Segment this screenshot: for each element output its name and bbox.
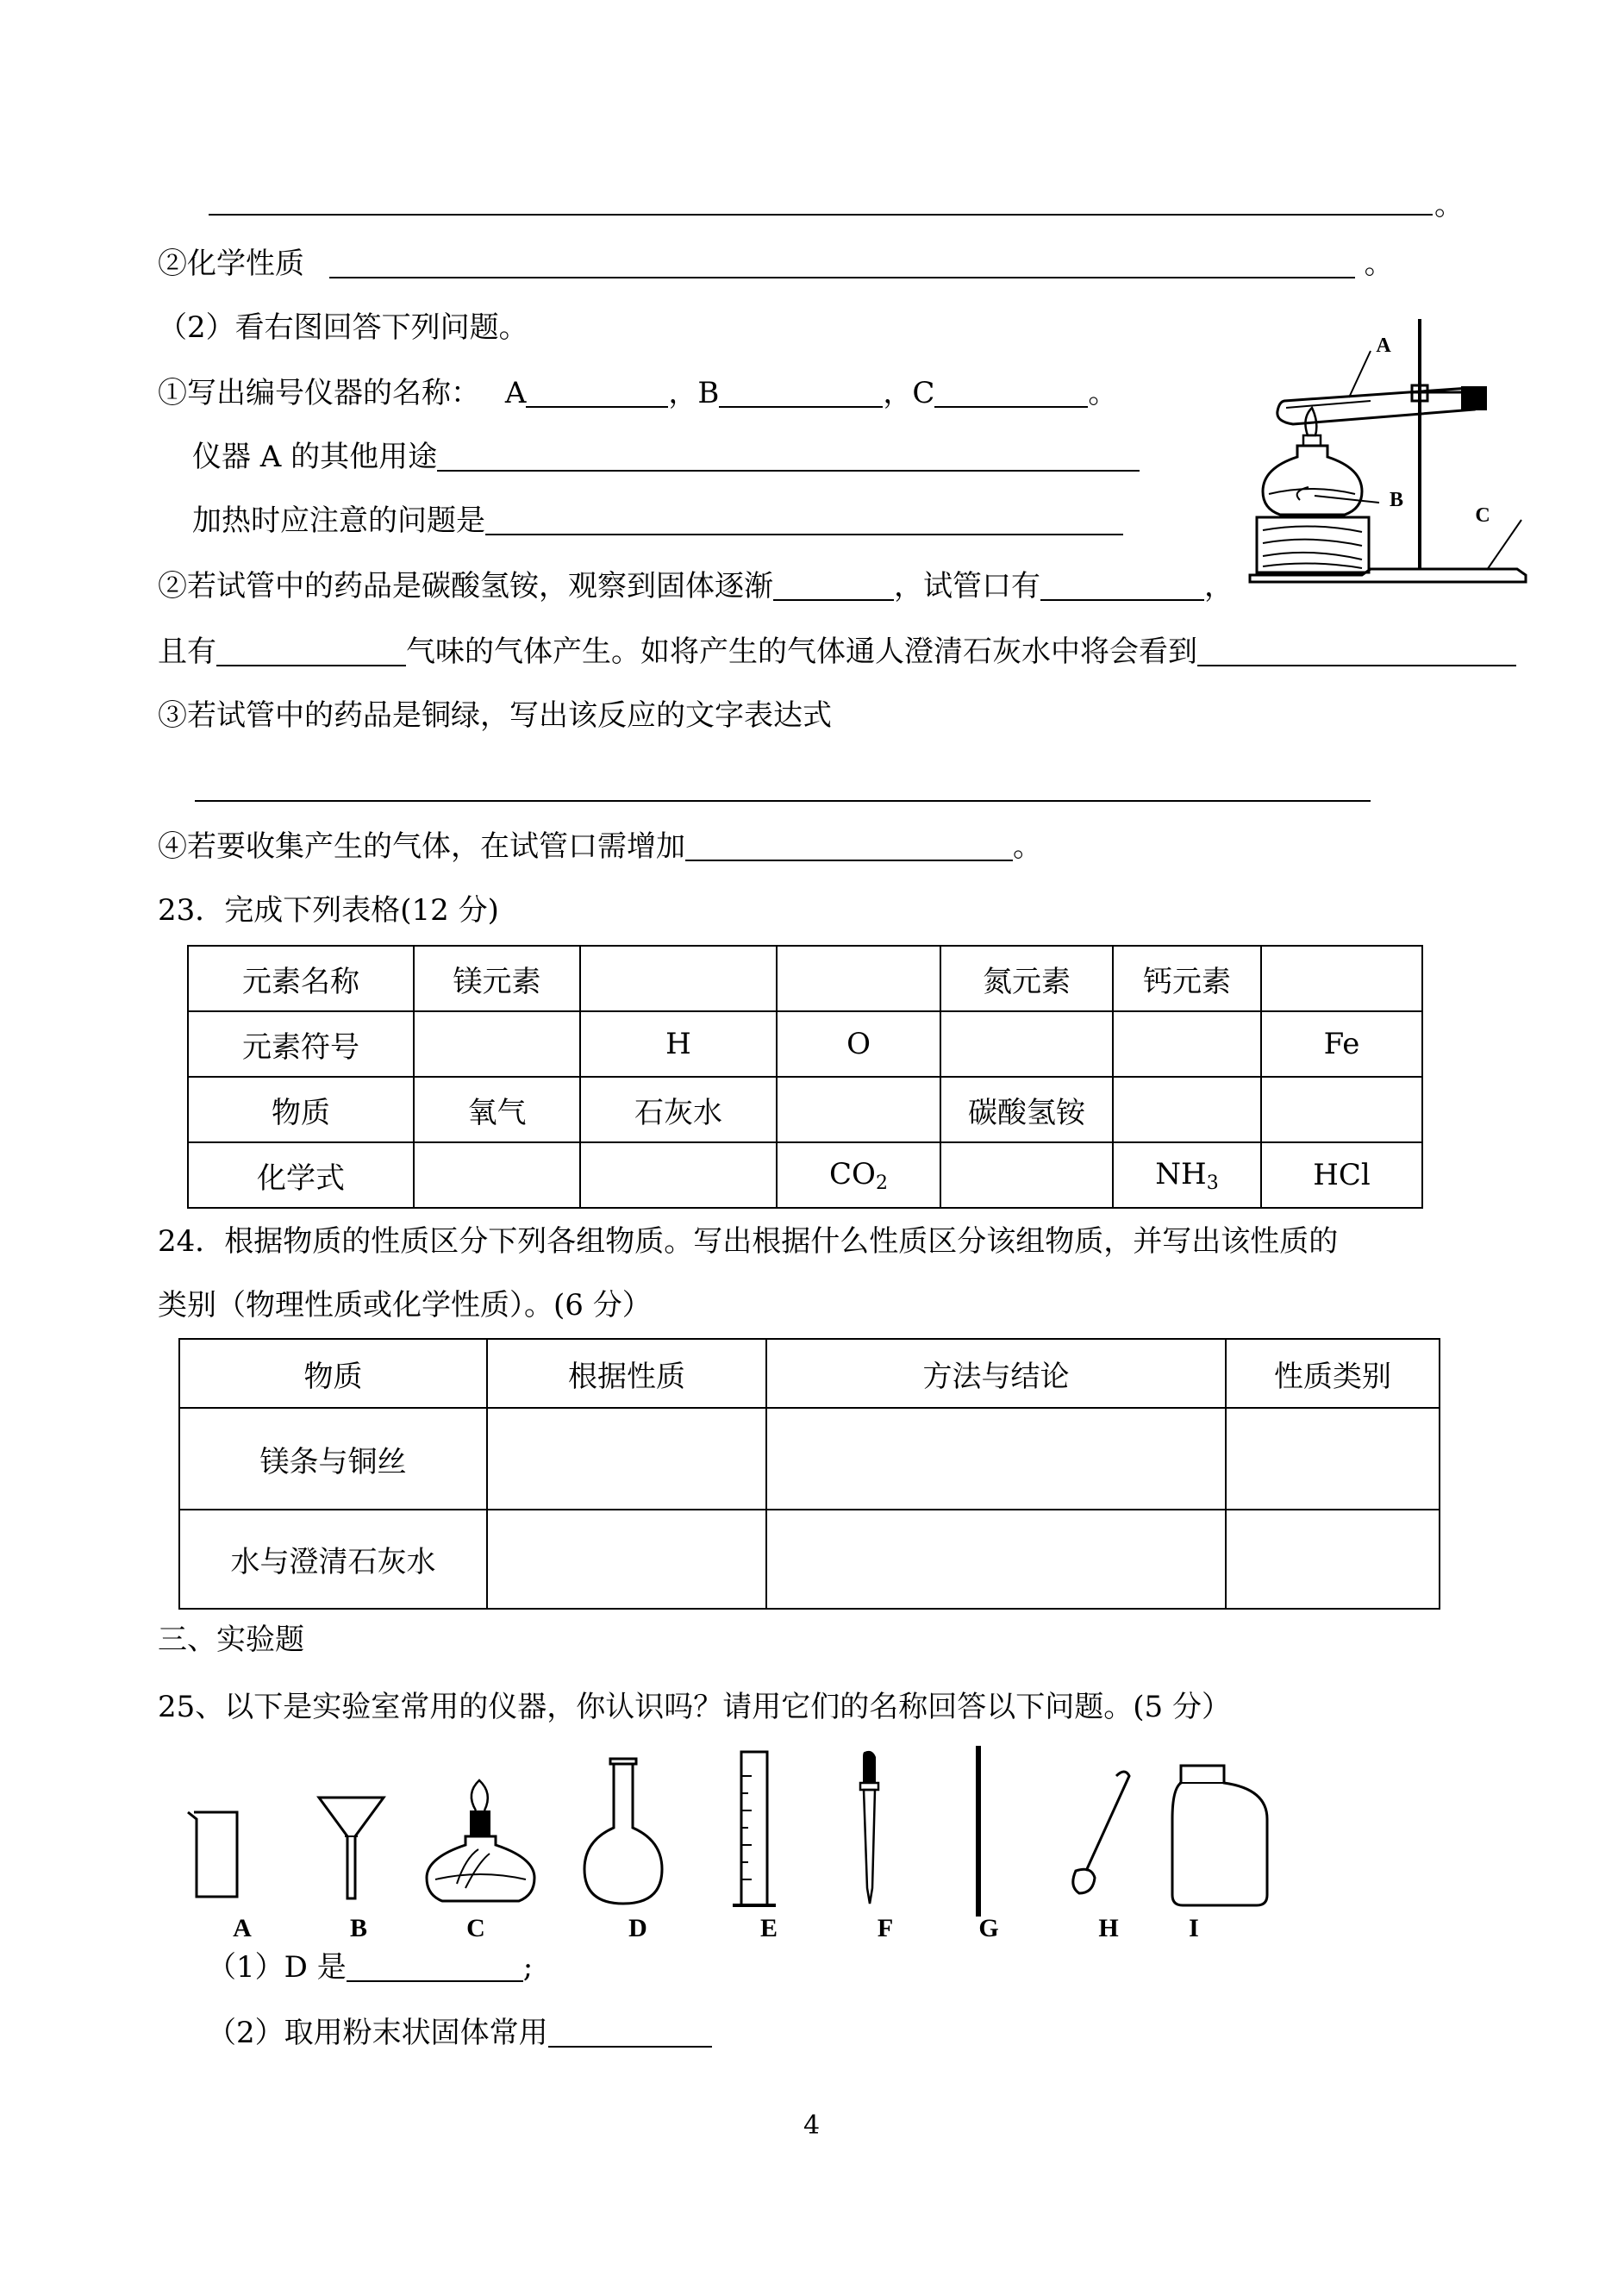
glass-rod-icon <box>976 1746 981 1917</box>
q25-sub1-blank[interactable] <box>347 1953 523 1982</box>
figure-label-b: B <box>1389 489 1403 511</box>
apparatus-label-d: D <box>628 1914 647 1942</box>
cell: 石灰水 <box>580 1077 777 1142</box>
input-cell[interactable] <box>580 1142 777 1208</box>
figure-label-c: C <box>1475 504 1490 527</box>
label-a: A <box>504 376 527 410</box>
item2-text-c: ， <box>1204 569 1234 603</box>
q25-sub1-end: ; <box>522 1950 534 1985</box>
q23-row-element-symbol <box>188 1011 1422 1077</box>
cell: 氧气 <box>414 1077 580 1142</box>
cell: Fe <box>1261 1011 1422 1077</box>
flask-icon <box>584 1759 662 1904</box>
cell-co2 <box>777 1142 940 1208</box>
other-use-line <box>192 440 1140 474</box>
lab-apparatus-row <box>172 1742 1310 1923</box>
blank-a[interactable] <box>526 378 668 408</box>
q25-sub1 <box>207 1950 533 1985</box>
item4-text: ④若要收集产生的气体，在试管口需增加 <box>158 829 685 864</box>
input-cell[interactable] <box>777 946 940 1011</box>
co2-text: CO <box>829 1156 876 1191</box>
q25-sub2-blank[interactable] <box>548 2018 712 2048</box>
cell: H <box>580 1011 777 1077</box>
blank-c[interactable] <box>934 378 1088 408</box>
input-cell[interactable] <box>1226 1408 1440 1510</box>
header-cell: 根据性质 <box>487 1339 766 1408</box>
input-cell[interactable] <box>580 946 777 1011</box>
beaker-icon <box>188 1812 237 1897</box>
apparatus-label-g: G <box>978 1914 999 1942</box>
heating-note-line <box>192 503 1123 538</box>
cell: HCl <box>1261 1142 1422 1208</box>
apparatus-label-c: C <box>466 1914 485 1942</box>
q23-title: 23．完成下列表格(12 分) <box>158 893 499 928</box>
input-cell[interactable] <box>940 1142 1113 1208</box>
q24-row <box>179 1510 1440 1609</box>
item2-blank-4[interactable] <box>1197 637 1516 666</box>
other-use-label: 仪器 A 的其他用途 <box>192 440 438 474</box>
label-c: ，C <box>883 376 935 410</box>
q25-sub2 <box>207 2016 712 2050</box>
cell: 元素名称 <box>188 946 414 1011</box>
item2-line2-text-b: 气味的气体产生。如将产生的气体通人澄清石灰水中将会看到 <box>406 635 1197 669</box>
input-cell[interactable] <box>1113 1011 1261 1077</box>
part2-title: （2）看右图回答下列问题。 <box>158 310 528 345</box>
q24-title-line1: 24．根据物质的性质区分下列各组物质。写出根据什么性质区分该组物质，并写出该性质的 <box>158 1224 1339 1259</box>
input-cell[interactable] <box>414 1142 580 1208</box>
row-label: 镁条与铜丝 <box>179 1408 487 1510</box>
q25-sub2-text: （2）取用粉末状固体常用 <box>207 2016 548 2050</box>
heating-note-blank[interactable] <box>485 506 1123 535</box>
q24-table <box>178 1338 1440 1610</box>
heating-note-label: 加热时应注意的问题是 <box>192 503 485 538</box>
co2-subscript: 2 <box>875 1172 888 1194</box>
input-cell[interactable] <box>1113 1077 1261 1142</box>
input-cell[interactable] <box>487 1510 766 1609</box>
row-label: 水与澄清石灰水 <box>179 1510 487 1609</box>
item2-blank-2[interactable] <box>1040 572 1204 601</box>
input-cell[interactable] <box>777 1077 940 1142</box>
q23-row-substance <box>188 1077 1422 1142</box>
q24-row <box>179 1408 1440 1510</box>
cell: 氮元素 <box>940 946 1113 1011</box>
answer-line-1 <box>209 214 1433 216</box>
input-cell[interactable] <box>1226 1510 1440 1609</box>
item2-text-a: ②若试管中的药品是碳酸氢铵，观察到固体逐渐 <box>158 569 773 603</box>
input-cell[interactable] <box>940 1011 1113 1077</box>
cell: O <box>777 1011 940 1077</box>
input-cell[interactable] <box>766 1510 1226 1609</box>
item2-text-b: ，试管口有 <box>894 569 1040 603</box>
item2-line2-text-a: 且有 <box>158 635 216 669</box>
input-cell[interactable] <box>487 1408 766 1510</box>
q23-table <box>187 945 1423 1209</box>
alcohol-lamp-icon <box>427 1780 534 1901</box>
apparatus-label-b: B <box>349 1914 367 1942</box>
item3-answer-line <box>195 800 1371 802</box>
chem-prop-line <box>158 247 1394 281</box>
spatula-icon <box>1073 1772 1129 1893</box>
cell: 化学式 <box>188 1142 414 1208</box>
q24-title-line2: 类别（物理性质或化学性质）。(6 分） <box>158 1288 652 1323</box>
names-line <box>158 376 1117 410</box>
header-cell: 物质 <box>179 1339 487 1408</box>
item2-line1 <box>158 569 1234 603</box>
reagent-bottle-icon <box>1172 1766 1267 1905</box>
item2-blank-1[interactable] <box>773 572 894 601</box>
label-b: ，B <box>668 376 720 410</box>
cell: 物质 <box>188 1077 414 1142</box>
item4-line <box>158 829 1042 864</box>
header-cell: 方法与结论 <box>766 1339 1226 1408</box>
cell: 元素符号 <box>188 1011 414 1077</box>
q25-title: 25、以下是实验室常用的仪器，你认识吗？请用它们的名称回答以下问题。(5 分） <box>158 1690 1231 1724</box>
cell: 镁元素 <box>414 946 580 1011</box>
input-cell[interactable] <box>414 1011 580 1077</box>
q23-row-element-name <box>188 946 1422 1011</box>
item2-blank-3[interactable] <box>216 637 406 666</box>
input-cell[interactable] <box>766 1408 1226 1510</box>
q24-header-row <box>179 1339 1440 1408</box>
apparatus-label-h: H <box>1098 1914 1119 1942</box>
apparatus-label-i: I <box>1189 1914 1199 1942</box>
item2-line2 <box>158 635 1516 669</box>
funnel-icon <box>319 1798 384 1898</box>
end-mark: 。 <box>1434 188 1464 222</box>
input-cell[interactable] <box>1261 1077 1422 1142</box>
figure-label-a: A <box>1376 335 1391 357</box>
cell: 钙元素 <box>1113 946 1261 1011</box>
item4-blank[interactable] <box>685 832 1013 861</box>
nh3-subscript: 3 <box>1206 1172 1219 1194</box>
chem-prop-blank[interactable] <box>329 249 1355 278</box>
nh3-text: NH <box>1155 1156 1207 1191</box>
other-use-blank[interactable] <box>437 442 1140 472</box>
apparatus-label-f: F <box>877 1914 894 1942</box>
q25-sub1-text: （1）D 是 <box>207 1950 347 1985</box>
chem-prop-label: ②化学性质 <box>158 247 304 281</box>
chem-prop-end: 。 <box>1364 247 1394 281</box>
cell-nh3 <box>1113 1142 1261 1208</box>
item3-line: ③若试管中的药品是铜绿，写出该反应的文字表达式 <box>158 698 832 733</box>
apparatus-label-e: E <box>759 1914 778 1942</box>
names-end: 。 <box>1088 376 1118 410</box>
page-number: 4 <box>803 2111 821 2141</box>
q23-row-formula <box>188 1142 1422 1208</box>
input-cell[interactable] <box>1261 946 1422 1011</box>
names-prompt: ①写出编号仪器的名称： <box>158 376 480 410</box>
dropper-icon <box>860 1751 878 1904</box>
item4-end: 。 <box>1013 829 1042 864</box>
apparatus-label-a: A <box>233 1914 252 1942</box>
section3-title: 三、实验题 <box>158 1623 304 1657</box>
cell: 碳酸氢铵 <box>940 1077 1113 1142</box>
blank-b[interactable] <box>719 378 883 408</box>
graduated-cylinder-icon <box>733 1752 776 1905</box>
header-cell: 性质类别 <box>1226 1339 1440 1408</box>
